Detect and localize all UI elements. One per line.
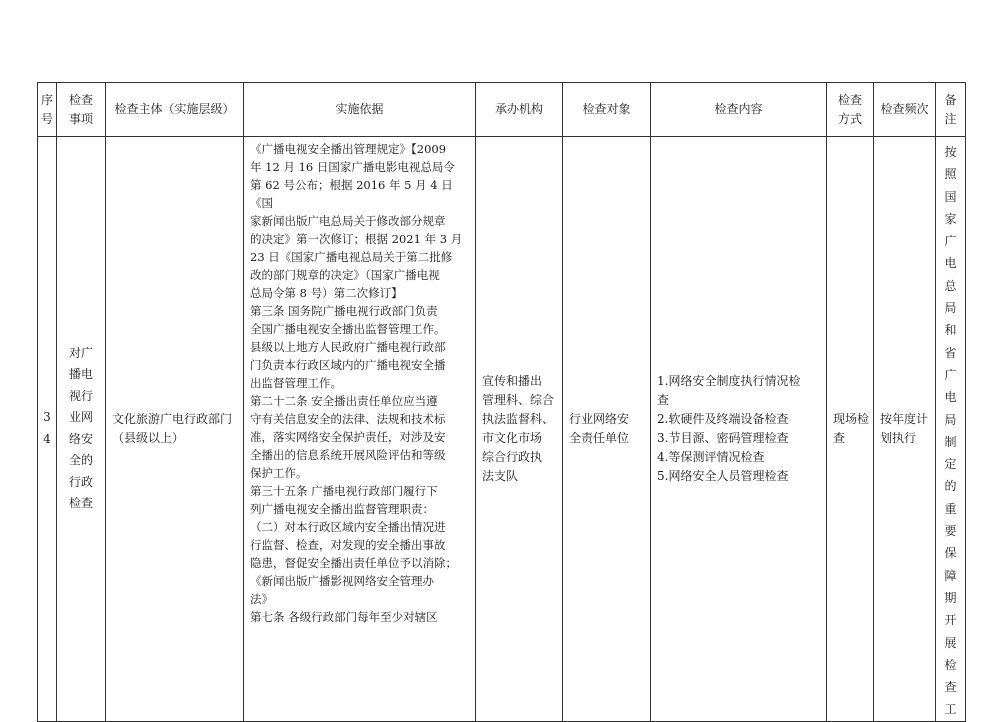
header-content [651, 83, 827, 137]
cell-text-line: 总 [944, 278, 957, 293]
cell-text-line: 的决定》第一次修订；根据 2021 年 3 月 [250, 232, 463, 246]
cell-text-line: 3 [43, 410, 51, 425]
cell-text-line: 要 [944, 524, 957, 539]
cell-text-line: 《新闻出版广播影视网络安全管理办 [250, 574, 434, 588]
table-row [38, 137, 966, 722]
cell-text-line: 综合行政执 [482, 449, 543, 464]
cell-text-line: 检查频次 [880, 102, 929, 116]
cell-text-line: 查 [657, 392, 670, 407]
cell-text-line: 业网 [68, 410, 93, 425]
cell-text-line: 省 [944, 345, 957, 360]
cell-text-line: 4 [43, 431, 51, 446]
cell-text-line: 局 [944, 412, 957, 427]
cell-text-line: 家新闻出版广电总局关于修改部分规章 [250, 214, 446, 228]
cell-text-line: 注 [944, 111, 957, 126]
cell-text-line: 期 [944, 590, 957, 605]
cell-text-line: 制 [944, 434, 957, 449]
cell-text-line: 备 [944, 92, 957, 107]
cell-text-line: 行业网络安 [569, 411, 630, 426]
header-agency [476, 83, 563, 137]
cell-text-line: 宣传和播出 [482, 373, 543, 388]
cell-text-line: 隐患，督促安全播出责任单位予以消除； [250, 556, 457, 570]
cell-text-line: 改的部门规章的决定》（国家广播电视 [250, 268, 440, 282]
cell-remark [936, 137, 966, 722]
cell-text-line: 准，落实网络安全保护责任，对涉及安 [250, 430, 446, 444]
cell-text-line: 门负责本行政区域内的广播电视安全播 [250, 358, 446, 372]
cell-text-line: 保护工作。 [250, 466, 308, 480]
cell-text-line: 法》 [250, 592, 273, 606]
header-method [827, 83, 874, 137]
cell-frequency [874, 137, 936, 722]
cell-text-line: 重 [944, 501, 957, 516]
header-frequency [874, 83, 936, 137]
cell-text-line: 全国广播电视安全播出监督管理工作。 [250, 322, 446, 336]
cell-text-line: 和 [944, 323, 957, 338]
cell-text-line: 检查 [68, 92, 93, 107]
cell-text-line: 实施依据 [335, 102, 384, 116]
cell-text-line: 事项 [68, 111, 93, 126]
cell-text-line: （二）对本行政区域内安全播出情况进 [250, 520, 446, 534]
cell-text-line: 市文化市场 [482, 430, 543, 445]
cell-text-line: 总局令第 8 号）第二次修订】 [250, 286, 403, 300]
cell-item [57, 137, 106, 722]
cell-text-line: （县级以上） [112, 430, 185, 445]
header-item [57, 83, 106, 137]
cell-text-line: 县级以上地方人民政府广播电视行政部 [250, 340, 446, 354]
header-basis [244, 83, 476, 137]
header-target [563, 83, 651, 137]
cell-text-line: 查 [833, 430, 846, 445]
cell-target [563, 137, 651, 722]
cell-text-line: 5.网络安全人员管理检查 [657, 468, 789, 483]
header-remark [936, 83, 966, 137]
cell-text-line: 第七条 各级行政部门每年至少对辖区 [250, 610, 438, 624]
cell-text-line: 国 [944, 189, 957, 204]
cell-text-line: 查 [944, 680, 957, 695]
cell-text-line: 执法监督科、 [482, 411, 555, 426]
cell-text-line: 检 [944, 657, 957, 672]
cell-text-line: 检查主体（实施层级） [114, 102, 235, 116]
cell-method [827, 137, 874, 722]
header-subject [106, 83, 244, 137]
header-no [38, 83, 57, 137]
cell-text-line: 序 [40, 92, 53, 107]
cell-text-line: 列广播电视安全播出监督管理职责： [250, 502, 434, 516]
cell-text-line: 划执行 [880, 430, 917, 445]
cell-text-line: 法支队 [482, 468, 519, 483]
cell-no [38, 137, 57, 722]
cell-text-line: 3.节目源、密码管理检查 [657, 430, 789, 445]
cell-content [651, 137, 827, 722]
cell-basis [244, 137, 476, 722]
cell-text-line: 文化旅游广电行政部门 [112, 411, 233, 426]
header-row [38, 83, 966, 137]
cell-text-line: 第 62 号公布；根据 2016 年 5 月 4 日《国 [250, 178, 453, 210]
cell-text-line: 展 [944, 635, 957, 650]
cell-text-line: 承办机构 [494, 102, 543, 116]
cell-text-line: 检查内容 [714, 102, 763, 116]
cell-text-line: 电 [944, 390, 957, 405]
cell-text-line: 全的 [68, 453, 93, 468]
cell-text-line: 全播出的信息系统开展风险评估和等级 [250, 448, 446, 462]
cell-text-line: 1.网络安全制度执行情况检 [657, 373, 801, 388]
cell-text-line: 管理科、综合 [482, 392, 555, 407]
inspection-table [37, 82, 966, 722]
cell-text-line: 第二十二条 安全播出责任单位应当遵 [250, 394, 438, 408]
cell-text-line: 按年度计 [880, 411, 929, 426]
cell-text-line: 检查 [837, 92, 862, 107]
cell-text-line: 守有关信息安全的法律、法规和技术标 [250, 412, 446, 426]
cell-text-line: 局 [944, 301, 957, 316]
cell-text-line: 方式 [837, 111, 862, 126]
cell-text-line: 2.软硬件及终端设备检查 [657, 411, 789, 426]
cell-text-line: 全责任单位 [569, 430, 630, 445]
cell-text-line: 播电 [68, 367, 93, 382]
cell-text-line: 4.等保测评情况检查 [657, 449, 765, 464]
cell-text-line: 23 日《国家广播电视总局关于第二批修 [250, 250, 453, 264]
cell-text-line: 第三条 国务院广播电视行政部门负责 [250, 304, 438, 318]
cell-text-line: 广 [944, 234, 957, 249]
cell-text-line: 照 [944, 167, 957, 182]
cell-text-line: 现场检 [833, 411, 870, 426]
cell-text-line: 工 [944, 702, 957, 717]
cell-text-line: 开 [944, 613, 957, 628]
cell-text-line: 定 [944, 457, 957, 472]
cell-text-line: 视行 [68, 388, 93, 403]
cell-agency [476, 137, 563, 722]
cell-text-line: 出监督管理工作。 [250, 376, 342, 390]
cell-text-line: 按 [944, 145, 957, 159]
cell-text-line: 络安 [68, 431, 93, 446]
cell-text-line: 行政 [68, 474, 93, 489]
cell-text-line: 广 [944, 367, 957, 382]
cell-text-line: 第三十五条 广播电视行政部门履行下 [250, 484, 438, 498]
cell-text-line: 障 [944, 568, 957, 583]
cell-subject [106, 137, 244, 722]
cell-text-line: 保 [944, 546, 957, 561]
cell-text-line: 行监督、检查，对发现的安全播出事故 [250, 538, 446, 552]
cell-text-line: 对广 [68, 345, 93, 360]
cell-text-line: 号 [40, 111, 53, 126]
cell-text-line: 《广播电视安全播出管理规定》【2009 [250, 142, 447, 156]
cell-text-line: 检查 [68, 496, 93, 511]
cell-text-line: 电 [944, 256, 957, 271]
cell-text-line: 年 12 月 16 日国家广播电影电视总局令 [250, 160, 455, 174]
cell-text-line: 检查对象 [582, 102, 631, 116]
cell-text-line: 的 [944, 479, 957, 494]
cell-text-line: 家 [944, 211, 957, 226]
